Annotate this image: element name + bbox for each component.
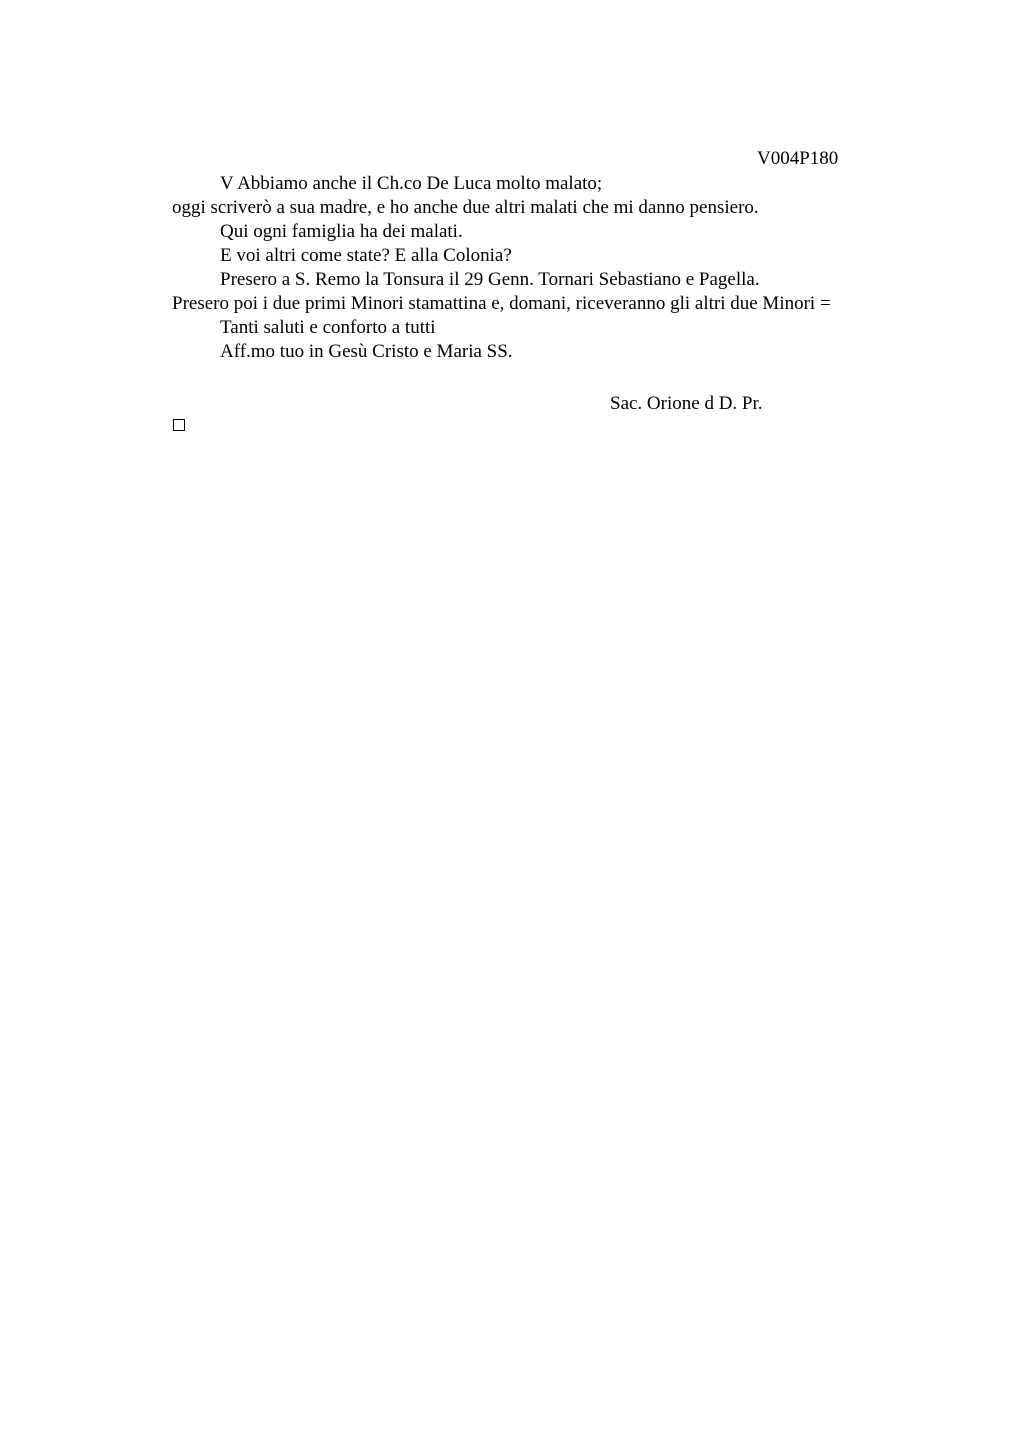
letter-line: Tanti saluti e conforto a tutti	[220, 317, 436, 338]
page-reference: V004P180	[757, 148, 839, 169]
letter-line: Presero a S. Remo la Tonsura il 29 Genn. Tornari Sebastiano e Pagella.	[220, 269, 760, 290]
letter-line: V Abbiamo anche il Ch.co De Luca molto malato;	[220, 173, 603, 194]
letter-line: Aff.mo tuo in Gesù Cristo e Maria SS.	[220, 341, 513, 362]
letter-body	[172, 172, 912, 364]
signature: Sac. Orione d D. Pr.	[610, 393, 763, 414]
letter-line: E voi altri come state? E alla Colonia?	[220, 245, 512, 266]
letter-line: Presero poi i due primi Minori stamattina e, domani, riceveranno gli altri due Minori =	[172, 293, 831, 314]
letter-line: Qui ogni famiglia ha dei malati.	[220, 221, 463, 242]
letter-line: oggi scriverò a sua madre, e ho anche due altri malati che mi danno pensiero.	[172, 197, 759, 218]
empty-box-icon	[173, 419, 185, 431]
